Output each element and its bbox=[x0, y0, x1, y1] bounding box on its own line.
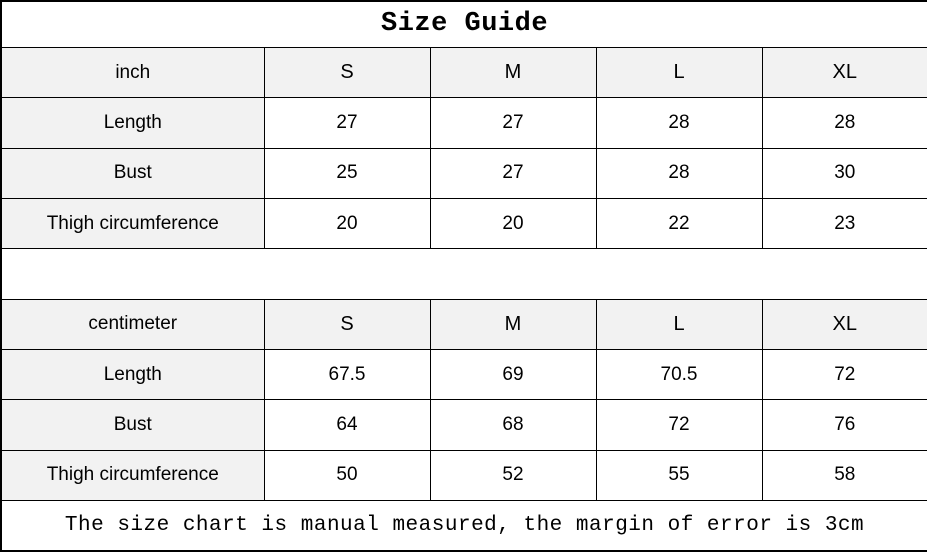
cell-value: 28 bbox=[596, 148, 762, 198]
unit-header-centimeter: centimeter bbox=[1, 299, 264, 349]
table-row bbox=[1, 349, 927, 399]
inch-header-row bbox=[1, 47, 927, 97]
cell-value: 50 bbox=[264, 450, 430, 500]
cell-value: 20 bbox=[264, 198, 430, 248]
cell-value: 27 bbox=[430, 148, 596, 198]
footer-note: The size chart is manual measured, the margin of error is 3cm bbox=[1, 501, 927, 551]
cell-value: 20 bbox=[430, 198, 596, 248]
size-header-m: M bbox=[430, 47, 596, 97]
spacer-row bbox=[1, 249, 927, 299]
size-header-xl: XL bbox=[762, 47, 927, 97]
cell-value: 55 bbox=[596, 450, 762, 500]
cell-value: 64 bbox=[264, 400, 430, 450]
unit-header-inch: inch bbox=[1, 47, 264, 97]
table-row bbox=[1, 198, 927, 248]
row-label-length: Length bbox=[1, 98, 264, 148]
cell-value: 23 bbox=[762, 198, 927, 248]
cell-value: 58 bbox=[762, 450, 927, 500]
cell-value: 76 bbox=[762, 400, 927, 450]
size-header-l: L bbox=[596, 47, 762, 97]
cell-value: 28 bbox=[762, 98, 927, 148]
cell-value: 25 bbox=[264, 148, 430, 198]
cell-value: 27 bbox=[264, 98, 430, 148]
size-header-s: S bbox=[264, 299, 430, 349]
cell-value: 70.5 bbox=[596, 349, 762, 399]
table-row bbox=[1, 148, 927, 198]
cell-value: 68 bbox=[430, 400, 596, 450]
row-label-bust: Bust bbox=[1, 400, 264, 450]
size-header-s: S bbox=[264, 47, 430, 97]
cell-value: 30 bbox=[762, 148, 927, 198]
size-header-xl: XL bbox=[762, 299, 927, 349]
size-header-l: L bbox=[596, 299, 762, 349]
page-title: Size Guide bbox=[1, 1, 927, 47]
row-label-thigh-circumference: Thigh circumference bbox=[1, 198, 264, 248]
cell-value: 69 bbox=[430, 349, 596, 399]
row-label-thigh-circumference: Thigh circumference bbox=[1, 450, 264, 500]
cell-value: 52 bbox=[430, 450, 596, 500]
cell-value: 72 bbox=[596, 400, 762, 450]
table-row bbox=[1, 400, 927, 450]
spacer-cell bbox=[1, 249, 927, 299]
row-label-length: Length bbox=[1, 349, 264, 399]
cell-value: 27 bbox=[430, 98, 596, 148]
centimeter-header-row bbox=[1, 299, 927, 349]
table-row bbox=[1, 450, 927, 500]
size-header-m: M bbox=[430, 299, 596, 349]
cell-value: 67.5 bbox=[264, 349, 430, 399]
title-row bbox=[1, 1, 927, 47]
row-label-bust: Bust bbox=[1, 148, 264, 198]
cell-value: 28 bbox=[596, 98, 762, 148]
table-row bbox=[1, 98, 927, 148]
footer-row bbox=[1, 501, 927, 551]
cell-value: 22 bbox=[596, 198, 762, 248]
cell-value: 72 bbox=[762, 349, 927, 399]
